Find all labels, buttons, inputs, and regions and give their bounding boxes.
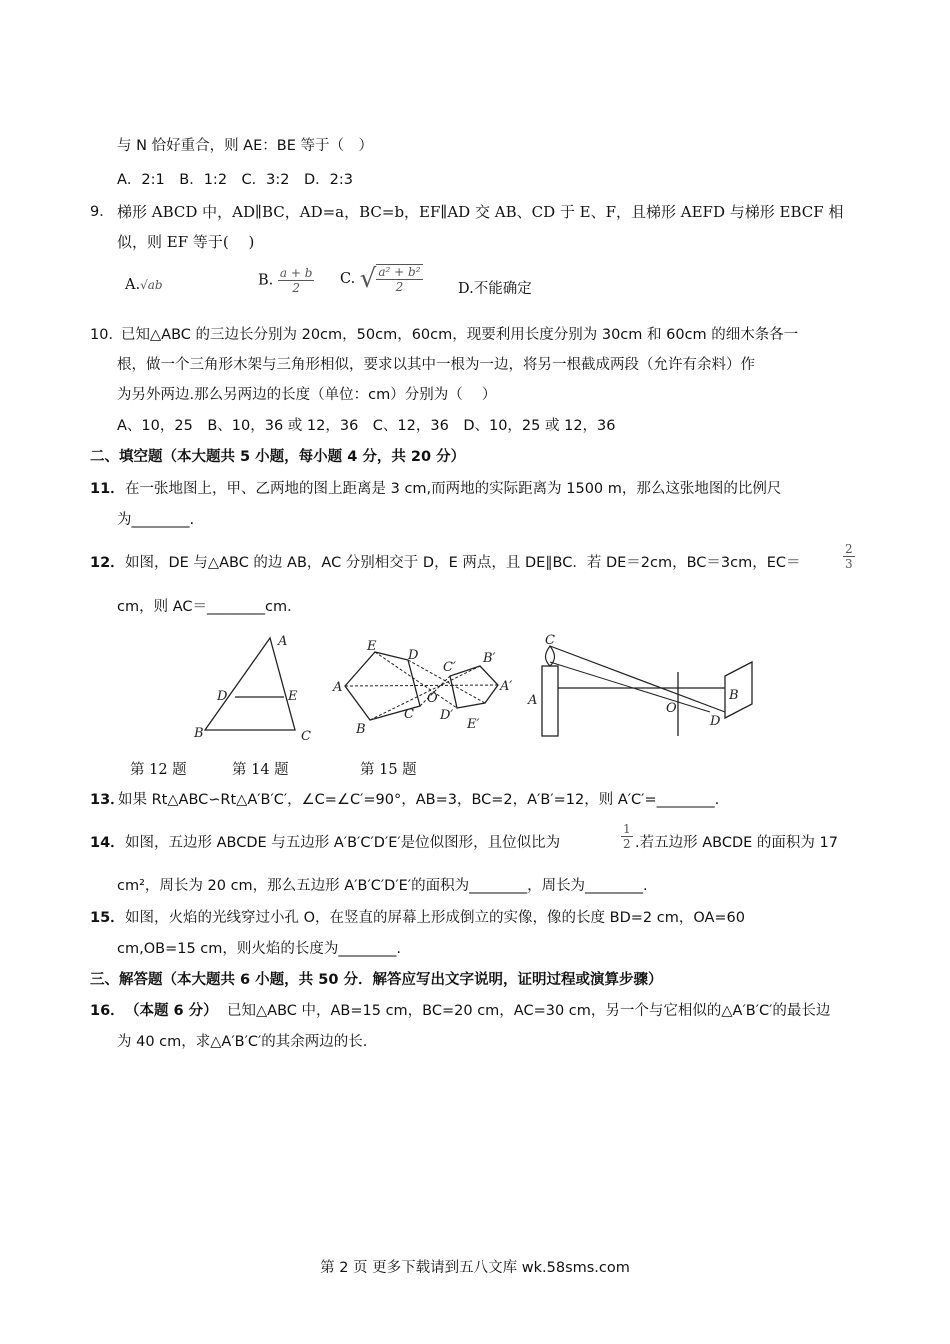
q9-option-c-fraction <box>376 264 422 294</box>
figure-15-pinhole <box>520 632 770 742</box>
q8-continuation: 与 N 恰好重合，则 AE：BE 等于（ ） <box>117 138 373 154</box>
q12-number: 12． <box>90 555 125 571</box>
fig15-label-c: C <box>545 633 555 648</box>
q14-line1-a: 如图，五边形 ABCDE 与五边形 A′B′C′D′E′是位似图形，且位似比为 <box>125 835 561 851</box>
q15-line2: cm,OB=15 cm，则火焰的长度为________. <box>117 941 401 957</box>
fig15-label-o: O <box>666 701 677 716</box>
q9-line1: 梯形 ABCD 中，AD∥BC，AD=a，BC=b，EF∥AD 交 AB、CD 于 E、F，且梯形 AEFD 与梯形 EBCF 相 <box>117 203 844 221</box>
figure-14-pentagons <box>330 638 520 738</box>
section-2-heading: 二、填空题（本大题共 5 小题，每小题 4 分，共 20 分） <box>90 449 466 465</box>
figure-12-triangle <box>185 630 325 745</box>
fig14-label-o: O <box>427 691 438 706</box>
fig14-line-aa <box>345 685 498 686</box>
q12-line1: 如图，DE 与△ABC 的边 AB，AC 分别相交于 D，E 两点，且 DE∥BC．若 DE＝2cm，BC＝3cm，EC＝ <box>125 555 801 571</box>
q9-option-b-label: B. <box>258 272 274 289</box>
fig14-label-c: C <box>404 707 414 722</box>
q9-option-a <box>125 277 163 293</box>
q13-line: 如果 Rt△ABC∽Rt△A′B′C′，∠C=∠C′=90°，AB=3，BC=2，A′B′=12，则 A′C′=________. <box>118 792 720 808</box>
q13-number: 13． <box>90 792 125 808</box>
fig12-label-e: E <box>288 689 298 704</box>
fig14-label-d: D <box>408 648 419 663</box>
q15-number: 15． <box>90 910 125 926</box>
q8-options: A．2:1 B．1:2 C．3:2 D．2:3 <box>117 172 353 188</box>
q10-number: 10． <box>90 327 123 343</box>
q16-points-tag: （本题 6 分） <box>125 1003 218 1019</box>
fig15-ray-bottom <box>550 662 710 712</box>
q9-option-d: D.不能确定 <box>458 281 532 297</box>
q11-line2: 为________. <box>117 512 195 528</box>
q9-option-c-label: C. <box>340 271 356 287</box>
fig15-label-a: A <box>528 693 538 708</box>
fig14-label-d-prime: D′ <box>440 708 454 723</box>
fig15-candle <box>542 666 558 736</box>
fig12-triangle-abc <box>205 638 295 730</box>
q10-line2: 根，做一个三角形木架与三角形相似，要求以其中一根为一边，将另一根截成两段（允许有余料）作 <box>117 357 755 373</box>
q9-option-a-math: √ab <box>140 278 163 292</box>
q14-ratio-fraction <box>621 822 633 851</box>
q14-frac-numerator: 1 <box>623 822 631 836</box>
q10-options: A、10，25 B、10，36 或 12，36 C、12，36 D、10，25 或 12，36 <box>117 418 616 434</box>
fig14-line-bb <box>370 666 480 720</box>
q12-line2: cm，则 AC＝________cm． <box>117 599 302 615</box>
q9-option-b-fraction <box>278 266 315 295</box>
fig12-label-b: B <box>194 726 204 741</box>
q12-ec-fraction <box>843 542 855 571</box>
q15-line1: 如图，火焰的光线穿过小孔 O，在竖直的屏幕上形成倒立的实像，像的长度 BD=2 cm，OA=60 <box>125 910 745 926</box>
fig14-label-b: B <box>356 722 366 737</box>
q10-line1: 已知△ABC 的三边长分别为 20cm，50cm，60cm，现要利用长度分别为 30cm 和 60cm 的细木条各一 <box>121 327 799 343</box>
fig14-label-e: E <box>367 639 377 654</box>
q9-option-c-numerator: a² + b² <box>378 265 421 279</box>
q14-line1-b: .若五边形 ABCDE 的面积为 17 <box>635 835 838 851</box>
q9-option-c <box>340 264 423 294</box>
q10-line3: 为另外两边.那么另两边的长度（单位：cm）分别为（ ） <box>117 387 497 403</box>
q16-number: 16． <box>90 1003 125 1019</box>
caption-fig-15: 第 15 题 <box>360 762 417 778</box>
fig12-label-a: A <box>278 634 288 649</box>
q9-option-b-denominator: 2 <box>292 281 300 295</box>
caption-fig-12: 第 12 题 <box>130 762 187 778</box>
fig15-label-b: B <box>729 688 739 703</box>
fig14-label-e-prime: E′ <box>467 717 480 732</box>
fig15-ray-top <box>550 646 725 712</box>
q9-line2: 似，则 EF 等于( ) <box>117 233 255 251</box>
q12-frac-numerator: 2 <box>845 542 853 556</box>
page-footer: 第 2 页 更多下载请到五八文库 wk.58sms.com <box>320 1260 630 1276</box>
q14-frac-denominator: 2 <box>623 837 631 851</box>
q9-number: 9． <box>90 204 114 220</box>
q11-number: 11． <box>90 481 125 497</box>
q9-option-b-numerator: a + b <box>279 266 313 280</box>
q9-option-c-denominator: 2 <box>395 280 404 294</box>
q16-line1: 已知△ABC 中，AB=15 cm，BC=20 cm，AC=30 cm，另一个与它相似的△A′B′C′的最长边 <box>227 1003 831 1019</box>
fig14-label-c-prime: C′ <box>443 660 456 675</box>
q16-line2: 为 40 cm，求△A′B′C′的其余两边的长. <box>117 1034 368 1050</box>
q14-line2: cm²，周长为 20 cm，那么五边形 A′B′C′D′E′的面积为________，周长为________. <box>117 878 648 894</box>
q12-frac-denominator: 3 <box>845 557 853 571</box>
fig14-label-a-prime: A′ <box>500 679 513 694</box>
q14-number: 14． <box>90 835 125 851</box>
fig14-label-a: A <box>333 680 343 695</box>
fig12-label-c: C <box>301 729 311 744</box>
fig15-label-d: D <box>710 714 721 729</box>
q9-option-a-label: A. <box>125 277 141 293</box>
q9-option-b <box>258 266 314 295</box>
q11-line1: 在一张地图上，甲、乙两地的图上距离是 3 cm,而两地的实际距离为 1500 m，那么这张地图的比例尺 <box>125 481 782 497</box>
caption-fig-14: 第 14 题 <box>232 762 289 778</box>
section-3-heading: 三、解答题（本大题共 6 小题，共 50 分．解答应写出文字说明，证明过程或演算步骤） <box>90 972 663 988</box>
fig12-label-d: D <box>217 689 228 704</box>
sqrt-icon: √ <box>359 264 377 294</box>
fig14-label-b-prime: B′ <box>483 651 496 666</box>
